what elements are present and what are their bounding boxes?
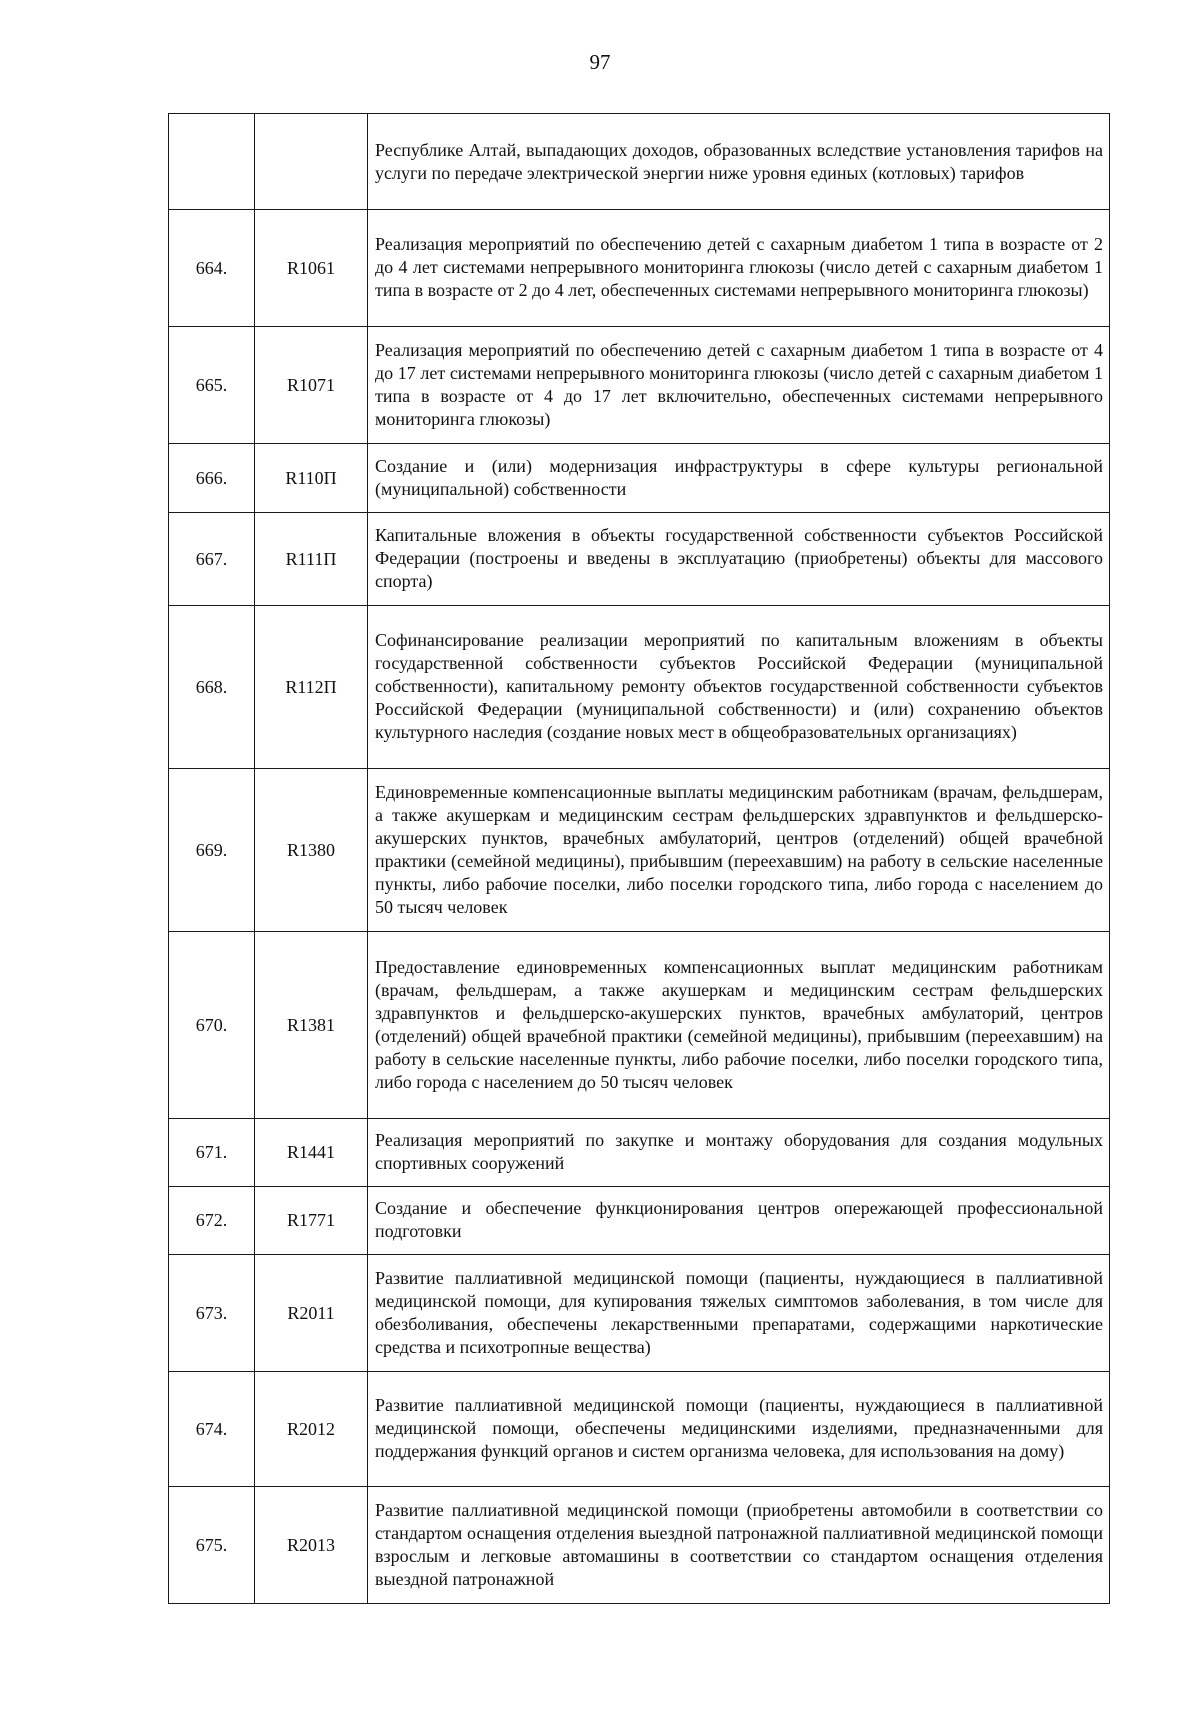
page-number: 97: [589, 50, 611, 74]
row-number: 664.: [169, 210, 255, 327]
row-code: R2011: [255, 1255, 368, 1372]
table-row: [169, 114, 1110, 210]
row-code: [255, 114, 368, 210]
row-code: R1071: [255, 327, 368, 444]
row-description: Предоставление единовременных компенсационных выплат медицинским работникам (врачам, фельдшерам, а также акушеркам и медицинским сестрам фельдшерских здравпунктов и фельдшерско-акушерских пунктов, врачебных амбулаторий, центров (отделений) общей врачебной практики (семейной медицины), прибывшим (переехавшим) на работу в сельские населенные пункты, либо рабочие поселки, либо поселки городского типа, либо города с населением до 50 тысяч человек: [368, 932, 1110, 1119]
row-code: R1061: [255, 210, 368, 327]
row-code: R2013: [255, 1487, 368, 1604]
row-code: R112П: [255, 606, 368, 769]
row-number: 668.: [169, 606, 255, 769]
table-row: [169, 769, 1110, 932]
row-description: Софинансирование реализации мероприятий по капитальным вложениям в объекты государственной собственности субъектов Российской Федерации (муниципальной собственности), капитальному ремонту объектов государственной собственности субъектов Российской Федерации (муниципальной собственности) и (или) сохранению объектов культурного наследия (создание новых мест в общеобразовательных организациях): [368, 606, 1110, 769]
row-description: Развитие паллиативной медицинской помощи (пациенты, нуждающиеся в паллиативной медицинской помощи, обеспечены медицинскими изделиями, предназначенными для поддержания функций органов и систем организма человека, для использования на дому): [368, 1372, 1110, 1487]
row-number: [169, 114, 255, 210]
row-description: Реализация мероприятий по обеспечению детей с сахарным диабетом 1 типа в возрасте от 4 до 17 лет системами непрерывного мониторинга глюкозы (число детей с сахарным диабетом 1 типа в возрасте от 4 до 17 лет включительно, обеспеченных системами непрерывного мониторинга глюкозы): [368, 327, 1110, 444]
row-code: R1441: [255, 1119, 368, 1187]
row-description: Создание и обеспечение функционирования центров опережающей профессиональной подготовки: [368, 1187, 1110, 1255]
table-row: [169, 1372, 1110, 1487]
row-code: R2012: [255, 1372, 368, 1487]
row-code: R110П: [255, 444, 368, 513]
table-row: [169, 513, 1110, 606]
table-row: [169, 444, 1110, 513]
row-description: Развитие паллиативной медицинской помощи (пациенты, нуждающиеся в паллиативной медицинской помощи, для купирования тяжелых симптомов заболевания, в том числе для обезболивания, обеспечены лекарственными препаратами, содержащими наркотические средства и психотропные вещества): [368, 1255, 1110, 1372]
budget-codes-table: [168, 113, 1110, 1604]
table-row: [169, 1119, 1110, 1187]
row-number: 666.: [169, 444, 255, 513]
row-description: Республике Алтай, выпадающих доходов, образованных вследствие установления тарифов на услуги по передаче электрической энергии ниже уровня единых (котловых) тарифов: [368, 114, 1110, 210]
row-number: 667.: [169, 513, 255, 606]
row-number: 669.: [169, 769, 255, 932]
row-number: 665.: [169, 327, 255, 444]
row-description: Создание и (или) модернизация инфраструктуры в сфере культуры региональной (муниципальной) собственности: [368, 444, 1110, 513]
table-row: [169, 1187, 1110, 1255]
table-row: [169, 932, 1110, 1119]
row-description: Капитальные вложения в объекты государственной собственности субъектов Российской Федерации (построены и введены в эксплуатацию (приобретены) объекты для массового спорта): [368, 513, 1110, 606]
row-description: Реализация мероприятий по закупке и монтажу оборудования для создания модульных спортивных сооружений: [368, 1119, 1110, 1187]
table-row: [169, 1255, 1110, 1372]
row-number: 670.: [169, 932, 255, 1119]
row-description: Развитие паллиативной медицинской помощи (приобретены автомобили в соответствии со стандартом оснащения отделения выездной патронажной паллиативной медицинской помощи взрослым и легковые автомашины в соответствии со стандартом оснащения отделения выездной патронажной: [368, 1487, 1110, 1604]
row-number: 671.: [169, 1119, 255, 1187]
row-code: R1380: [255, 769, 368, 932]
table-row: [169, 327, 1110, 444]
row-number: 675.: [169, 1487, 255, 1604]
row-code: R111П: [255, 513, 368, 606]
row-description: Единовременные компенсационные выплаты медицинским работникам (врачам, фельдшерам, а также акушеркам и медицинским сестрам фельдшерских здравпунктов и фельдшерско-акушерских пунктов, врачебных амбулаторий, центров (отделений) общей врачебной практики (семейной медицины), прибывшим (переехавшим) на работу в сельские населенные пункты, либо рабочие поселки, либо поселки городского типа, либо города с населением до 50 тысяч человек: [368, 769, 1110, 932]
row-number: 672.: [169, 1187, 255, 1255]
table-row: [169, 210, 1110, 327]
row-description: Реализация мероприятий по обеспечению детей с сахарным диабетом 1 типа в возрасте от 2 до 4 лет системами непрерывного мониторинга глюкозы (число детей с сахарным диабетом 1 типа в возрасте от 2 до 4 лет, обеспеченных системами непрерывного мониторинга глюкозы): [368, 210, 1110, 327]
row-number: 673.: [169, 1255, 255, 1372]
row-number: 674.: [169, 1372, 255, 1487]
row-code: R1771: [255, 1187, 368, 1255]
table-row: [169, 606, 1110, 769]
table-row: [169, 1487, 1110, 1604]
row-code: R1381: [255, 932, 368, 1119]
